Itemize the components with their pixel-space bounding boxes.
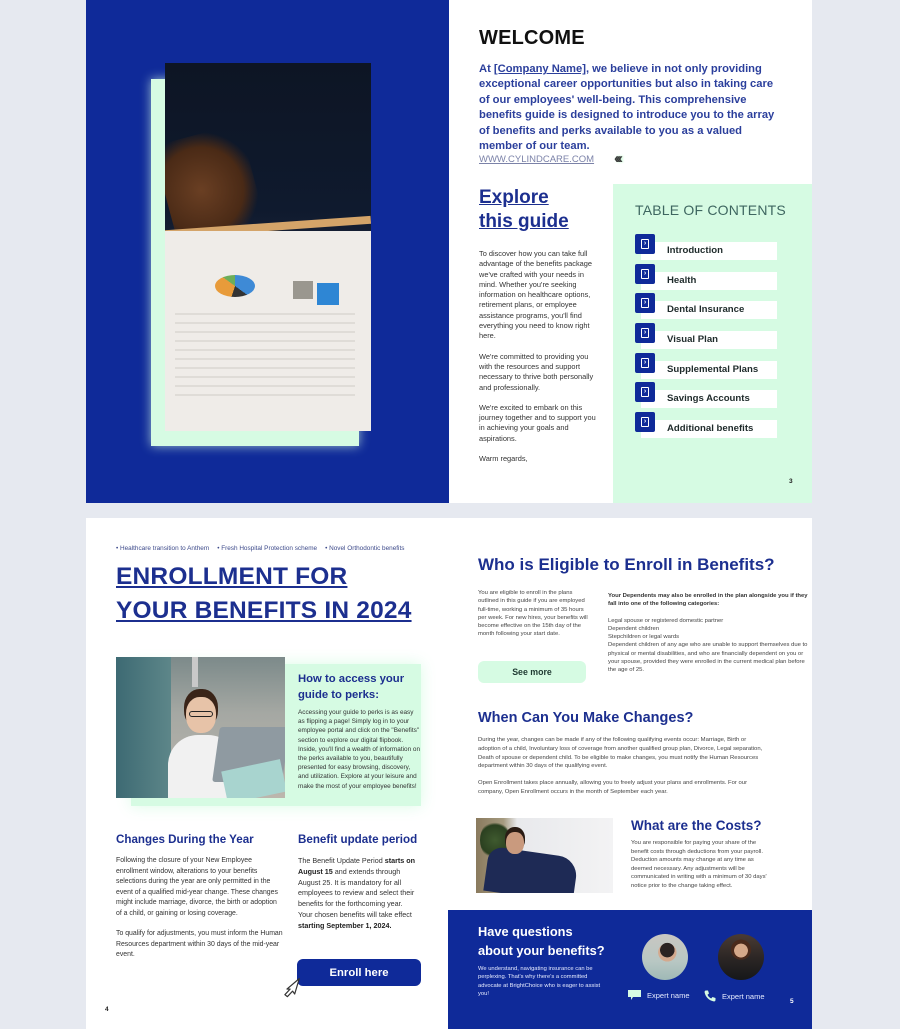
photo-woman-with-phone	[116, 657, 285, 798]
eligibility-body: You are eligible to enroll in the plans outlined in this guide if you are employed full-time, working a minimum of 35 hours per week. For new hires, your benefits will become effective on the 15th day of the month following your start date.	[478, 590, 588, 638]
cover-blue-page	[86, 0, 449, 503]
welcome-text: At [Company Name], we believe in not only providing exceptional career opportunities but also in taking care of our employees' well-being. This comprehensive benefits guide is designed to introduce you to the array of benefits and perks available to you as a valued member of our team.	[479, 63, 775, 153]
spread-pages-4-5	[86, 518, 812, 1029]
dependent-category: Legal spouse or registered domestic partner	[608, 617, 724, 624]
toc-item-visual-plan[interactable]: › Visual Plan	[635, 323, 780, 353]
explore-guide-title[interactable]: Explore this guide	[479, 187, 569, 232]
page-number: 5	[790, 998, 794, 1005]
pointer-cursor-icon	[282, 975, 304, 999]
page-number: 4	[105, 1006, 109, 1013]
spread-pages-3	[86, 0, 812, 503]
toc-item-introduction[interactable]: › Introduction	[635, 234, 780, 264]
eligibility-title: Who is Eligible to Enroll in Benefits?	[478, 555, 775, 574]
perks-body: Accessing your guide to perks is as easy as flipping a page! Simply log in to your employee portal and click on the "Benefits" section to explore our digital flipbook. Inside, you'll find a wealth of information on the perks available to you, beautifully presented for easy browsing, discovery, and utilization. Explore at your leisure and make the most of your employee benefits!	[298, 709, 421, 790]
changes-body: Following the closure of your New Employee enrollment window, alterations to your benefits selections during the year are only permitted in the event of a qualified mid-year change. These changes might include marriage, divorce, the birth or adoption of a child, or gaining or losing coverage. To qualify for adjustments, you must inform the Human Resources department within 30 days of the mid-year event.	[116, 857, 283, 958]
update-period-title: Benefit update period	[298, 833, 418, 846]
update-period-body: The Benefit Update Period starts on August 15 and extends through August 25. It is mandatory for all employees to review and select their benefits for the forthcoming year. Your chosen benefits will take effect starting September 1, 2024.	[298, 856, 416, 930]
perks-title: How to access your guide to perks:	[298, 673, 405, 701]
photo-man-at-whiteboard	[476, 818, 613, 893]
document-icon: ›	[635, 323, 655, 343]
chevrons-left-icon: ‹‹‹	[614, 150, 620, 167]
document-icon: ›	[635, 382, 655, 402]
chat-icon	[628, 990, 641, 1000]
toc-item-savings-accounts[interactable]: › Savings Accounts	[635, 382, 780, 412]
welcome-title: WELCOME	[479, 27, 585, 49]
document-icon: ›	[635, 412, 655, 432]
costs-body: You are responsible for paying your share of the benefit costs through deductions from your payroll. Deduction amounts may change at any time as deemed necessary. Any adjustments will be communicated in writing with a minimum of 30 days' notice prior to the change taking effect.	[631, 840, 767, 889]
toc-list	[635, 234, 780, 442]
enroll-here-button[interactable]: Enroll here	[297, 959, 421, 986]
avatar	[718, 934, 764, 980]
dependents-info: Your Dependents may also be enrolled in the plan alongside you if they fall into one of the following categories: Legal spouse or registered domestic partner Dependent children Stepchildren or legal wards Dependent children of any age who are unable to support themselves due to physical or mental disabilities, and who are financially dependent on you or your spouse, provided they were enrolled in the current medical plan before the age of 25.	[608, 593, 808, 674]
toc-item-supplemental-plans[interactable]: › Supplemental Plans	[635, 353, 780, 383]
document-icon: ›	[635, 264, 655, 284]
when-changes-title: When Can You Make Changes?	[478, 710, 694, 726]
enrollment-title: ENROLLMENT FOR YOUR BENEFITS IN 2024	[116, 563, 412, 624]
toc-item-additional-benefits[interactable]: › Additional benefits	[635, 412, 780, 442]
highlights-bullets: • Healthcare transition to Anthem • Fresh Hospital Protection scheme • Novel Orthodontic benefits	[116, 545, 404, 552]
toc-item-health[interactable]: › Health	[635, 264, 780, 294]
photo-hand-on-charts	[165, 63, 371, 431]
questions-panel	[448, 910, 812, 1029]
dependent-category: Dependent children of any age who are unable to support themselves due to physical or mental disabilities, and who are financially dependent on you or your spouse, provided they were enrolled in the current medical plan before the age of 25.	[608, 642, 808, 674]
expert-card-chat[interactable]: Expert name	[628, 934, 718, 1000]
toc-item-dental-insurance[interactable]: › Dental Insurance	[635, 293, 780, 323]
document-icon: ›	[635, 353, 655, 373]
questions-body: We understand, navigating insurance can be perplexing. That's why there's a committed advocate at BrightChoice who is eager to assist you!	[478, 966, 601, 997]
company-name-link[interactable]: [Company Name]	[493, 63, 586, 75]
dependent-category: Stepchildren or legal wards	[608, 634, 680, 641]
document-icon: ›	[635, 293, 655, 313]
expert-card-phone[interactable]: Expert name	[704, 934, 794, 1002]
table-of-contents	[613, 184, 812, 503]
questions-title: Have questions about your benefits?	[478, 924, 605, 958]
when-changes-body: During the year, changes can be made if any of the following qualifying events occur: Marriage, Birth or adoption of a child, Involuntary loss of coverage from another qualified group plan, Divorce, Legal separation, Death of spouse or dependent child. To be eligible to make changes, you must notify the Human Resources department within 30 days of the qualifying event. Open Enrollment takes place annually, allowing you to freely adjust your plans and enrollments. For our company, Open Enrollment occurs in the month of September each year.	[478, 737, 763, 795]
page-number: 3	[789, 478, 793, 485]
toc-title: TABLE OF CONTENTS	[635, 202, 786, 218]
changes-title: Changes During the Year	[116, 833, 254, 846]
costs-title: What are the Costs?	[631, 818, 762, 833]
explore-guide-body: To discover how you can take full advantage of the benefits package we've crafted with your needs in mind. Whether you're seeking information on healthcare options, retirement plans, or employee assistance programs, you'll find everything you need to know right here. We're committed to providing you with the resources and support necessary to thrive both personally and professionally. We're excited to embark on this journey together and to support you in achieving your goals and aspirations. Warm regards,	[479, 249, 596, 464]
phone-icon	[704, 990, 716, 1002]
see-more-button[interactable]: See more	[478, 661, 586, 683]
website-link[interactable]: WWW.CYLINDCARE.COM	[479, 154, 595, 165]
dependent-category: Dependent children	[608, 625, 660, 632]
avatar	[642, 934, 688, 980]
document-icon: ›	[635, 234, 655, 254]
